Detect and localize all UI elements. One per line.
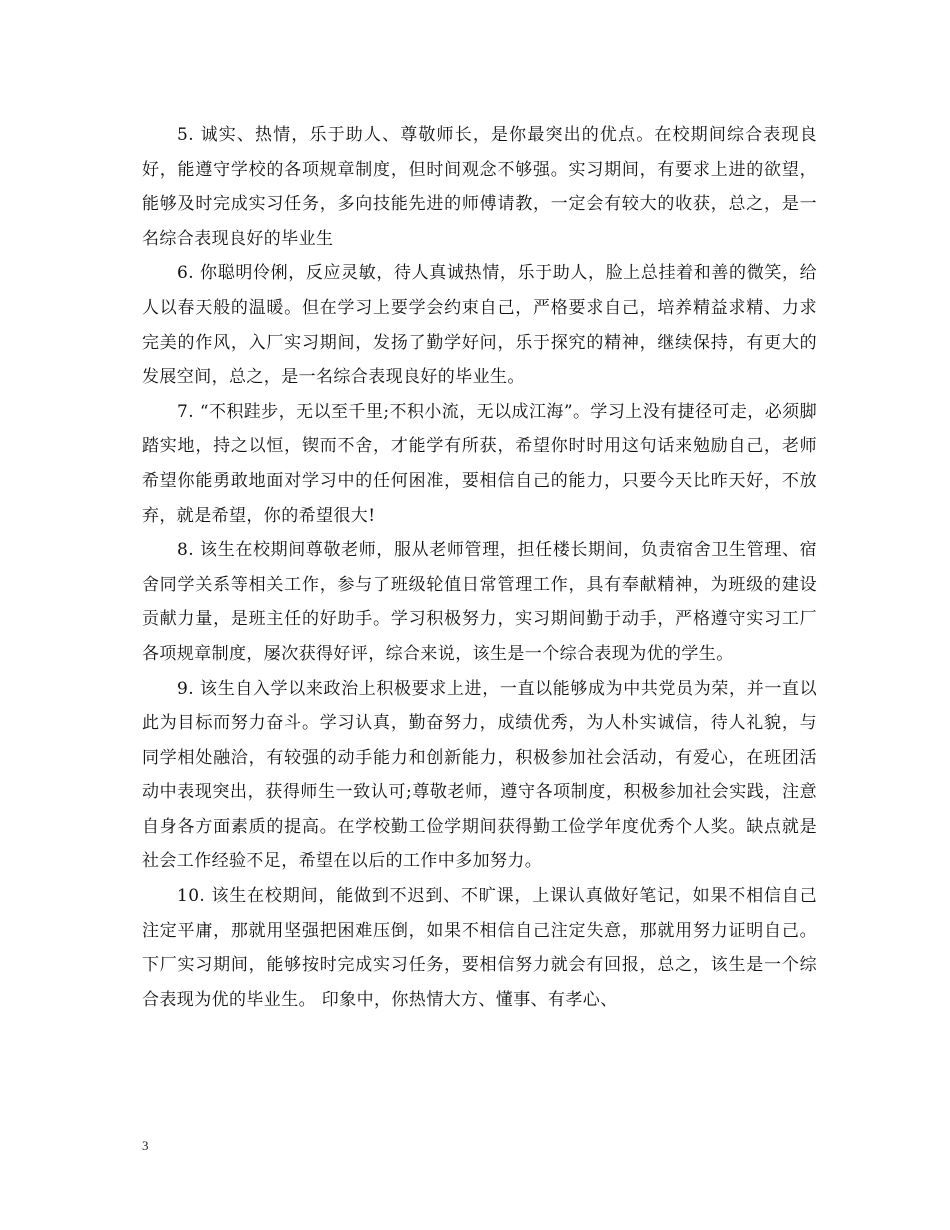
paragraph-5: 5. 诚实、热情，乐于助人、尊敬师长，是你最突出的优点。在校期间综合表现良好，能遵守学校的各项规章制度，但时间观念不够强。实习期间，有要求上进的欲望，能够及时完成实习任务，多向技能先进的师傅请教，一定会有较大的收获，总之，是一名综合表现良好的毕业生 (142, 125, 817, 249)
page-number: 3 (142, 1138, 149, 1153)
paragraph-7: 7. “不积跬步，无以至千里;不积小流，无以成江海”。学习上没有捷径可走，必须脚踏实地，持之以恒，锲而不舍，才能学有所获，希望你时时用这句话来勉励自己，老师希望你能勇敢地面对学习中的任何困准，要相信自己的能力，只要今天比昨天好，不放弃，就是希望，你的希望很大! (142, 401, 817, 526)
paragraph-8: 8. 该生在校期间尊敬老师，服从老师管理，担任楼长期间，负责宿舍卫生管理、宿舍同学关系等相关工作，参与了班级轮值日常管理工作，具有奉献精神，为班级的建设贡献力量，是班主任的好助手。学习积极努力，实习期间勤于动手，严格遵守实习工厂各项规章制度，屡次获得好评，综合来说，该生是一个综合表现为优的学生。 (142, 540, 817, 664)
paragraph-6: 6. 你聪明伶俐，反应灵敏，待人真诚热情，乐于助人，脸上总挂着和善的微笑，给人以春天般的温暖。但在学习上要学会约束自己，严格要求自己，培养精益求精、力求完美的作风，入厂实习期间，发扬了勤学好问，乐于探究的精神，继续保持，有更大的发展空间，总之，是一名综合表现良好的毕业生。 (142, 263, 817, 388)
document-body (142, 118, 817, 1017)
paragraph-10: 10. 该生在校期间，能做到不迟到、不旷课，上课认真做好笔记，如果不相信自己注定平庸，那就用坚强把困难压倒，如果不相信自己注定失意，那就用努力证明自己。下厂实习期间，能够按时完成实习任务，要相信努力就会有回报，总之，该生是一个综合表现为优的毕业生。 印象中，你热情大方、懂事、有孝心、 (142, 886, 817, 1010)
paragraph-9: 9. 该生自入学以来政治上积极要求上进，一直以能够成为中共党员为荣，并一直以此为目标而努力奋斗。学习认真，勤奋努力，成绩优秀，为人朴实诚信，待人礼貌，与同学相处融洽，有较强的动手能力和创新能力，积极参加社会活动，有爱心，在班团活动中表现突出，获得师生一致认可;尊敬老师，遵守各项制度，积极参加社会实践，注意自身各方面素质的提高。在学校勤工俭学期间获得勤工俭学年度优秀个人奖。缺点就是社会工作经验不足，希望在以后的工作中多加努力。 (142, 678, 817, 872)
